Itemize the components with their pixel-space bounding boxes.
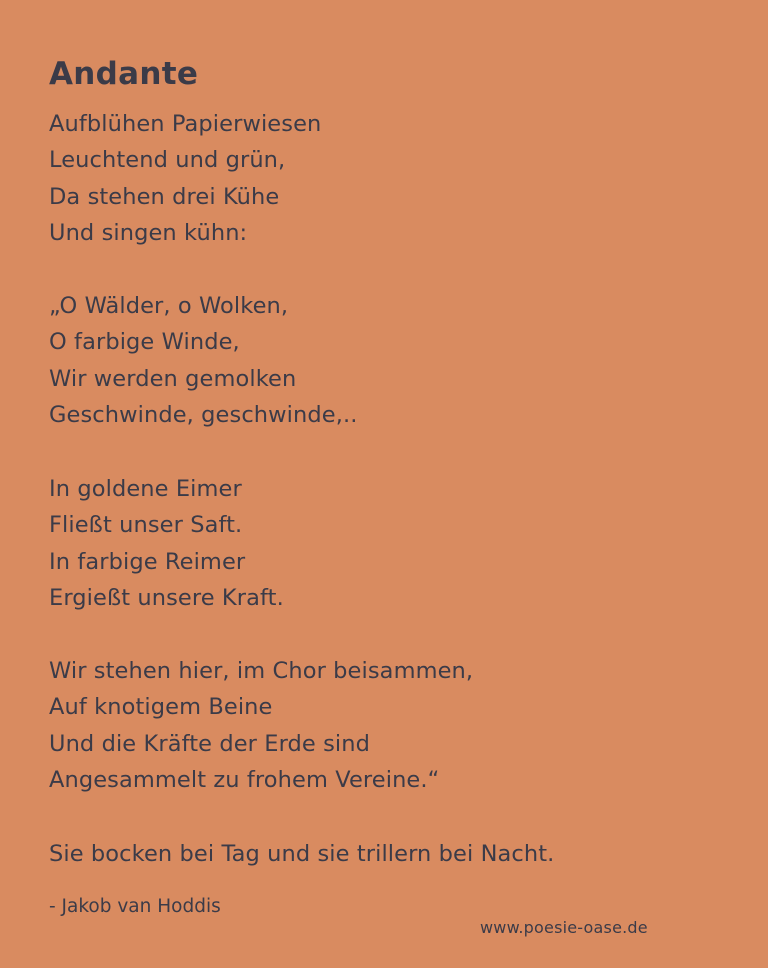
poem-line: Angesammelt zu frohem Vereine.“ <box>49 767 440 794</box>
website-url: www.poesie-oase.de <box>480 918 648 937</box>
poem-line: Da stehen drei Kühe <box>49 183 280 210</box>
stanza-1 <box>49 106 321 252</box>
poem-line: Geschwinde, geschwinde,.. <box>49 402 358 429</box>
poem-line: O farbige Winde, <box>49 329 240 356</box>
stanza-4 <box>49 653 473 799</box>
poem-line: Sie bocken bei Tag und sie trillern bei Nacht. <box>49 841 555 867</box>
poem-line: Aufblühen Papierwiesen <box>49 111 322 137</box>
poem-line: Wir werden gemolken <box>49 365 297 392</box>
poem-line: Leuchtend und grün, <box>49 147 286 174</box>
poem-line: Und die Kräfte der Erde sind <box>49 730 371 757</box>
stanza-5 <box>49 836 554 872</box>
poem-line: Wir stehen hier, im Chor beisammen, <box>49 658 474 684</box>
poem-author: - Jakob van Hoddis <box>49 896 221 917</box>
poem-line: Auf knotigem Beine <box>49 694 273 721</box>
poem-line: In farbige Reimer <box>49 548 246 575</box>
poem-line: In goldene Eimer <box>49 476 242 502</box>
poem-title: Andante <box>49 56 199 92</box>
poem-line: „O Wälder, o Wolken, <box>49 293 289 319</box>
poem-line: Und singen kühn: <box>49 220 248 247</box>
poem-line: Ergießt unsere Kraft. <box>49 585 284 612</box>
stanza-2 <box>49 288 357 434</box>
poem-line: Fließt unser Saft. <box>49 512 243 539</box>
stanza-3 <box>49 471 284 617</box>
